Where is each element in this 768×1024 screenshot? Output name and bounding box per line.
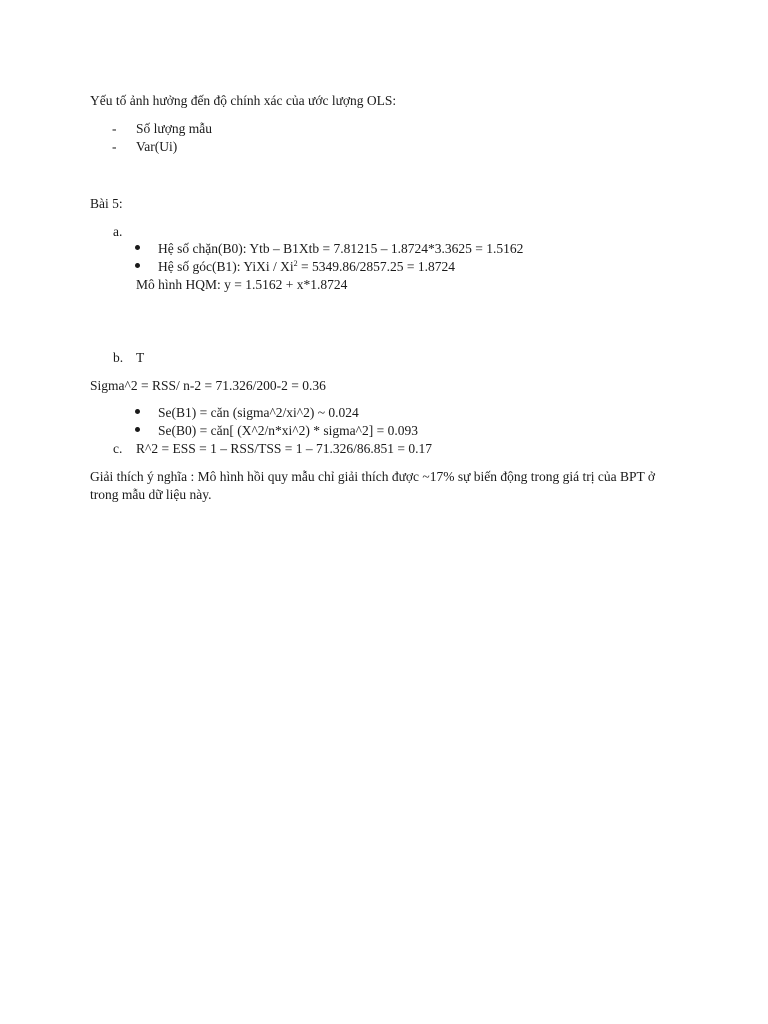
part-a-bullet-1: Hệ số chặn(B0): Ytb – B1Xtb = 7.81215 – 1.8724*3.3625 = 1.5162 <box>158 241 524 256</box>
bullet-icon <box>135 245 140 250</box>
part-b-bullet-2: Se(B0) = căn[ (X^2/n*xi^2) * sigma^2] = 0.093 <box>158 423 418 438</box>
factors-item-1-marker: - <box>112 121 117 136</box>
part-a-model: Mô hình HQM: y = 1.5162 + x*1.8724 <box>136 277 348 292</box>
part-b-marker: b. <box>113 350 124 365</box>
explanation-line-2: trong mẫu dữ liệu này. <box>90 487 212 502</box>
part-c-marker: c. <box>113 441 123 456</box>
part-a-bullet-2-result: = 5349.86/2857.25 = 1.8724 <box>297 259 455 274</box>
superscript-2: 2 <box>293 259 298 268</box>
part-c-text: R^2 = ESS = 1 – RSS/TSS = 1 – 71.326/86.851 = 0.17 <box>136 441 432 456</box>
bullet-icon <box>135 263 140 268</box>
part-a-bullet-2 <box>158 258 455 276</box>
explanation-line-1: Giải thích ý nghĩa : Mô hình hồi quy mẫu chỉ giải thích được ~17% sự biến động trong giá trị của BPT ở <box>90 469 656 484</box>
bullet-icon <box>135 427 140 432</box>
part-a-marker: a. <box>113 224 123 239</box>
part-a-bullet-2-text: Hệ số góc(B1): YiXi / Xi <box>158 259 294 274</box>
factors-item-2: Var(Ui) <box>136 139 178 154</box>
bullet-icon <box>135 409 140 414</box>
bai5-heading: Bài 5: <box>90 196 123 211</box>
factors-item-1: Số lượng mẫu <box>136 121 212 136</box>
factors-item-2-marker: - <box>112 139 117 154</box>
part-b-text: T <box>136 350 145 365</box>
part-b-bullet-1: Se(B1) = căn (sigma^2/xi^2) ~ 0.024 <box>158 405 359 420</box>
part-b-sigma: Sigma^2 = RSS/ n-2 = 71.326/200-2 = 0.36 <box>90 378 326 393</box>
factors-heading: Yếu tố ảnh hưởng đến độ chính xác của ước lượng OLS: <box>90 93 397 108</box>
